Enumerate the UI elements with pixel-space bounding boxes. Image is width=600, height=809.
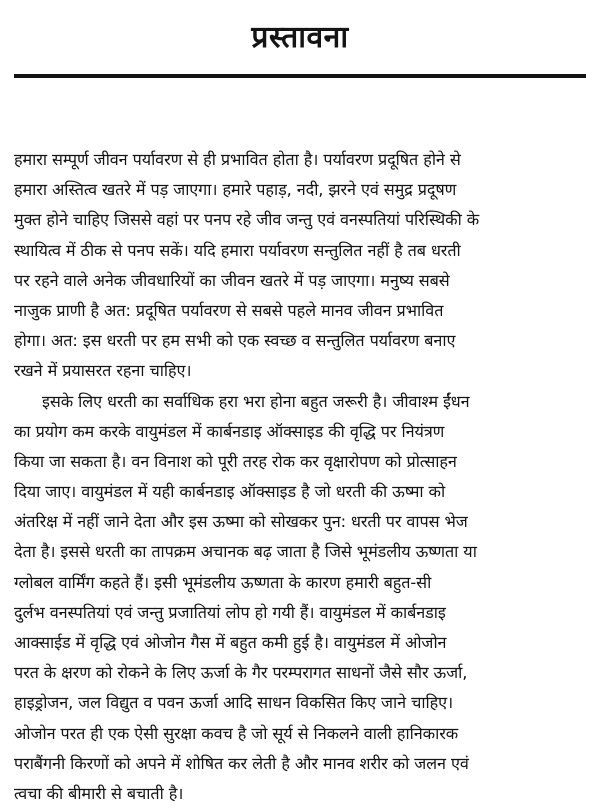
text-line: स्थायित्व में ठीक से पनप सकें। यदि हमारा पर्यावरण सन्तुलित नहीं है तब धरती <box>14 236 586 266</box>
text-line: ओजोन परत ही एक ऐसी सुरक्षा कवच है जो सूर्य से निकलने वाली हानिकारक <box>14 719 586 749</box>
text-line: हमारा सम्पूर्ण जीवन पर्यावरण से ही प्रभावित होता है। पर्यावरण प्रदूषित होने से <box>14 145 586 175</box>
text-line: त्वचा की बीमारी से बचाती है। <box>14 779 586 809</box>
text-line: नाजुक प्राणी है अत: प्रदूषित पर्यावरण से सबसे पहले मानव जीवन प्रभावित <box>14 296 586 326</box>
text-line: किया जा सकता है। वन विनाश को पूरी तरह रोक कर वृक्षारोपण को प्रोत्साहन <box>14 447 586 477</box>
text-line: दिया जाए। वायुमंडल में यही कार्बनडाइ ऑक्साइड है जो धरती की ऊष्मा को <box>14 477 586 507</box>
text-line: पर रहने वाले अनेक जीवधारियों का जीवन खतरे में पड़ जाएगा। मनुष्य सबसे <box>14 266 586 296</box>
text-line: हमारा अस्तित्व खतरे में पड़ जाएगा। हमारे पहाड़, नदी, झरने एवं समुद्र प्रदूषण <box>14 175 586 205</box>
text-line: अंतरिक्ष में नहीं जाने देता और इस ऊष्मा को सोखकर पुन: धरती पर वापस भेज <box>14 507 586 537</box>
paragraph-2 <box>14 387 586 809</box>
page-title: प्रस्तावना <box>0 18 600 58</box>
text-line: का प्रयोग कम करके वायुमंडल में कार्बनडाइ ऑक्साइड की वृद्धि पर नियंत्रण <box>14 417 586 447</box>
title-underline <box>14 74 586 78</box>
text-line: मुक्त होने चाहिए जिससे वहां पर पनप रहे जीव जन्तु एवं वनस्पतियां परिस्थिकी के <box>14 205 586 235</box>
text-line: पराबैंगनी किरणों को अपने में शोषित कर लेती है और मानव शरीर को जलन एवं <box>14 749 586 779</box>
text-line: रखने में प्रयासरत रहना चाहिए। <box>14 356 586 386</box>
text-line: आक्साईड में वृद्धि एवं ओजोन गैस में बहुत कमी हुई है। वायुमंडल में ओजोन <box>14 628 586 658</box>
text-line: परत के क्षरण को रोकने के लिए ऊर्जा के गैर परम्परागत साधनों जैसे सौर ऊर्जा, <box>14 658 586 688</box>
text-line: दुर्लभ वनस्पतियां एवं जन्तु प्रजातियां लोप हो गयी हैं। वायुमंडल में कार्बनडाइ <box>14 598 586 628</box>
text-line: हाइड्रोजन, जल विद्युत व पवन ऊर्जा आदि साधन विकसित किए जाने चाहिए। <box>14 688 586 718</box>
paragraph-1 <box>14 145 586 387</box>
text-line: ग्लोबल वार्मिंग कहते हैं। इसी भूमंडलीय ऊष्णता के कारण हमारी बहुत-सी <box>14 568 586 598</box>
text-line: होगा। अत: इस धरती पर हम सभी को एक स्वच्छ व सन्तुलित पर्यावरण बनाए <box>14 326 586 356</box>
text-line: इसके लिए धरती का सर्वाधिक हरा भरा होना बहुत जरूरी है। जीवाश्म ईंधन <box>14 387 586 417</box>
text-line: देता है। इससे धरती का तापक्रम अचानक बढ़ जाता है जिसे भूमंडलीय ऊष्णता या <box>14 537 586 567</box>
body-text <box>14 145 586 809</box>
